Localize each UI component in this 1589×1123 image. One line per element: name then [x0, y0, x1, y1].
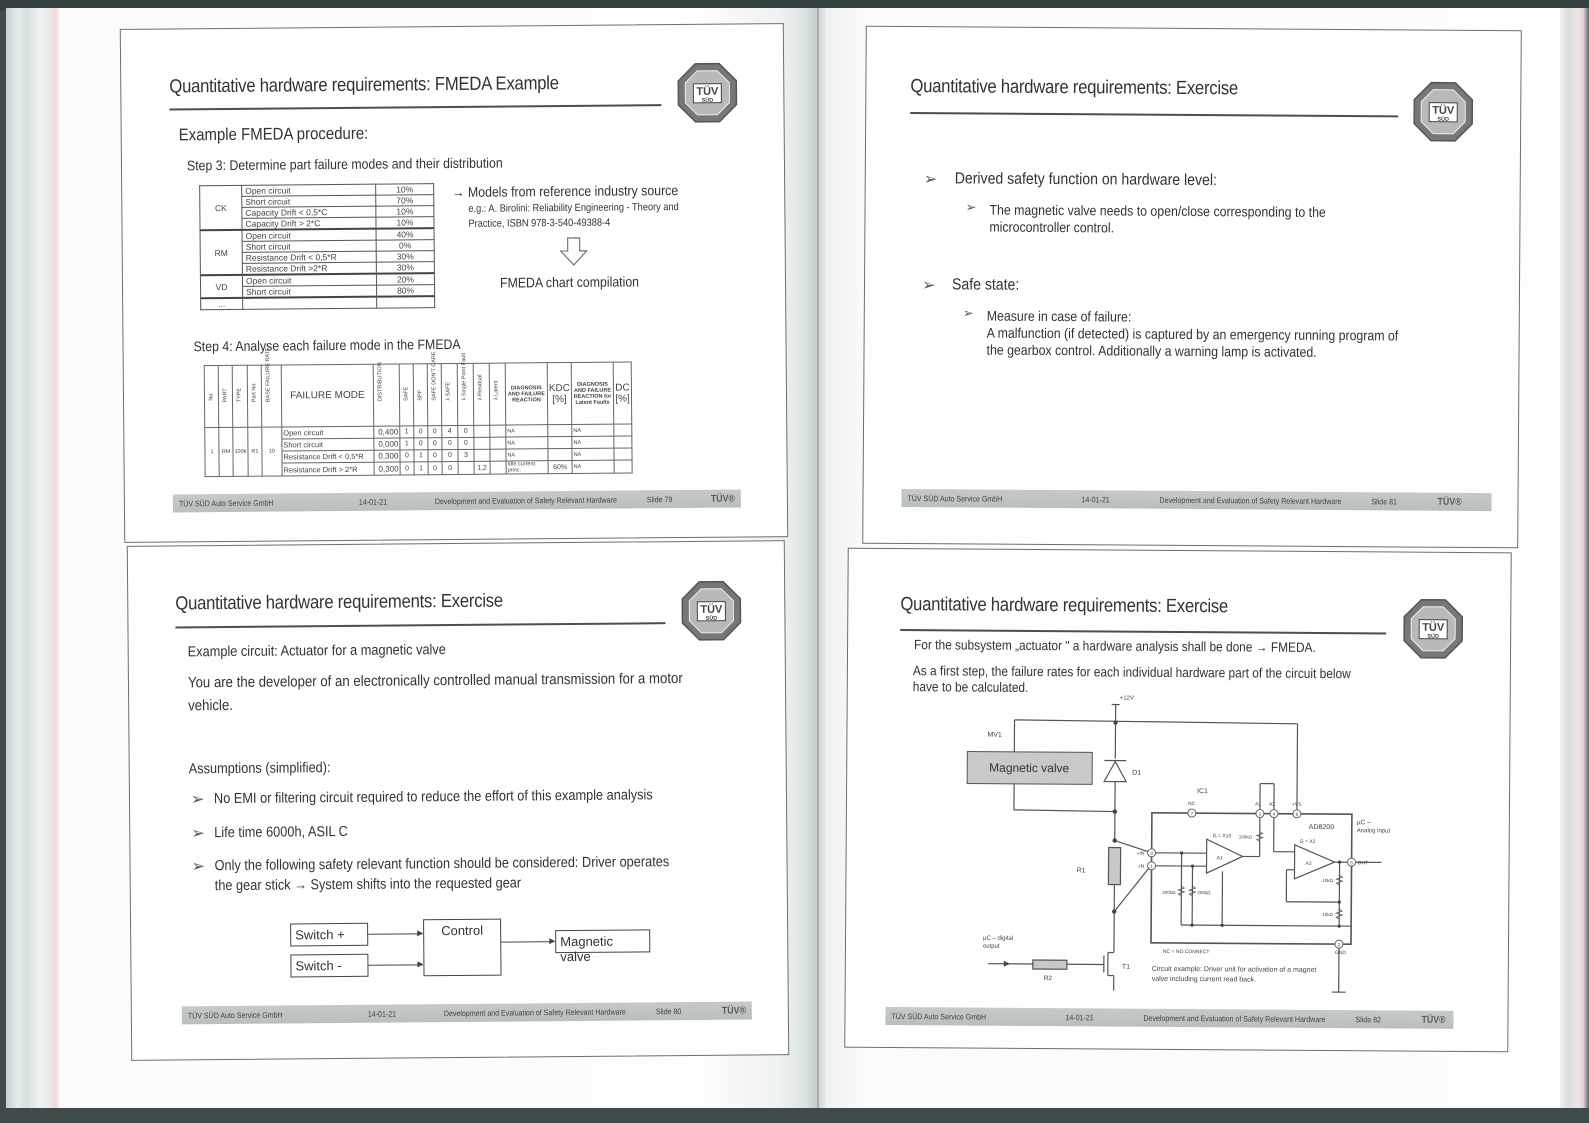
fmeda-cell	[474, 425, 490, 437]
svg-text:+12V: +12V	[1119, 695, 1134, 702]
svg-text:7: 7	[1190, 811, 1194, 817]
fmeda-cell	[614, 436, 632, 448]
footer-course: Development and Evaluation of Safety Relevant Hardware	[1159, 495, 1342, 506]
svg-text:NC = NO CONNECT: NC = NO CONNECT	[1162, 948, 1210, 956]
svg-text:D1: D1	[1132, 769, 1142, 777]
safety-function-detail-2: microcontroller control.	[989, 218, 1115, 236]
footer-date: 14-01-21	[1065, 1012, 1094, 1022]
svg-text:100kΩ: 100kΩ	[1238, 834, 1252, 840]
arrow-bullet-icon: ➢	[191, 858, 206, 876]
svg-text:200kΩ: 200kΩ	[1162, 889, 1176, 895]
footer-slide-number: Slide 82	[1355, 1014, 1381, 1024]
svg-text:Analog input: Analog input	[1356, 828, 1391, 835]
svg-text:NC: NC	[1187, 801, 1196, 808]
arrow-bullet-icon: ➢	[921, 277, 936, 295]
fmeda-cell: 0	[400, 450, 414, 462]
fmeda-cell: 3	[458, 449, 474, 461]
failure-mode-cell: Open circuit	[242, 274, 376, 287]
arrow-bullet-icon: ➢	[923, 171, 938, 189]
svg-text:R2: R2	[1043, 975, 1053, 983]
fmeda-cell: NA	[572, 436, 614, 448]
footer-tuv-mark: TÜV®	[710, 493, 736, 505]
fmeda-cell: NA	[506, 437, 548, 449]
slide-footer	[885, 1007, 1453, 1029]
fmeda-compilation-label: FMEDA chart compilation	[499, 273, 640, 291]
footer-course: Development and Evaluation of Safety Relevant Hardware	[434, 495, 617, 506]
book-page-edges-left	[6, 8, 66, 1108]
failure-mode-cell: Short circuit	[242, 240, 376, 252]
footer-company: TÜV SÜD Auto Service GmbH	[187, 1010, 283, 1020]
fmeda-cell	[548, 436, 572, 448]
footer-slide-number: Slide 80	[655, 1006, 682, 1016]
arrow-bullet-icon: ➢	[190, 791, 205, 809]
fmeda-cell: Idle current princ.	[506, 461, 548, 474]
distribution-cell	[377, 296, 435, 308]
svg-text:TÜV: TÜV	[1422, 621, 1445, 634]
svg-text:SÜD: SÜD	[1427, 633, 1439, 640]
svg-text:output: output	[982, 943, 1000, 950]
distribution-cell: 80%	[377, 285, 435, 297]
distribution-cell: 30%	[376, 251, 434, 263]
failure-mode-cell: Short circuit	[243, 285, 377, 298]
fmeda-cell: Short circuit	[282, 438, 374, 451]
svg-text:G = X2: G = X2	[1299, 838, 1316, 845]
distribution-cell: 10%	[376, 217, 434, 229]
safety-function-heading: Derived safety function on hardware level:	[954, 170, 1217, 190]
svg-text:IC1: IC1	[1197, 788, 1208, 796]
fmeda-cell: 0	[442, 437, 458, 449]
book-page-edges-right	[1560, 8, 1589, 1108]
first-step-text: As a first step, the failure rates for each individual hardware part of the circuit below	[912, 663, 1351, 682]
footer-company: TÜV SÜD Auto Service GmbH	[891, 1011, 987, 1022]
fmeda-cell	[474, 437, 490, 449]
svg-text:1: 1	[1150, 863, 1153, 869]
assumption-item: Only the following safety relevant function should be considered: Driver operates	[214, 854, 670, 875]
first-step-text-2: have to be calculated.	[912, 679, 1029, 695]
fmeda-cell: NA	[572, 460, 614, 473]
fmeda-group-cell: 10	[262, 427, 282, 476]
part-cell: ...	[201, 298, 243, 310]
procedure-subtitle: Example FMEDA procedure:	[178, 123, 369, 145]
svg-text:GND: GND	[1334, 950, 1347, 957]
slide-80	[127, 540, 789, 1061]
fmeda-cell	[490, 461, 506, 474]
table-row	[201, 296, 435, 310]
fmeda-cell: Resistance Drift < 0,5*R	[282, 450, 374, 463]
slide-title: Quantitative hardware requirements: Exercise	[910, 76, 1239, 100]
svg-text:-IN: -IN	[1137, 863, 1145, 870]
tuv-sud-logo	[1412, 81, 1474, 143]
footer-slide-number: Slide 81	[1371, 496, 1397, 506]
fmeda-cell	[614, 424, 632, 436]
switch-plus-block: Switch +	[290, 923, 368, 947]
safe-state-heading: Safe state:	[951, 276, 1020, 294]
arrow-switch-plus-to-control	[368, 933, 422, 934]
distribution-cell: 70%	[376, 195, 434, 207]
slide-title: Quantitative hardware requirements: Exercise	[900, 594, 1229, 618]
fmeda-cell: 0,400	[374, 426, 400, 438]
svg-text:AD8200: AD8200	[1308, 823, 1335, 832]
svg-text:8: 8	[1150, 850, 1153, 856]
failure-mode-cell: Capacity Drift < 0,5*C	[242, 206, 376, 218]
title-rule	[175, 622, 665, 628]
fmeda-cell: 0	[400, 462, 414, 475]
fmeda-cell: 0,300	[374, 450, 400, 462]
failure-mode-cell: Open circuit	[242, 229, 376, 242]
footer-company: TÜV SÜD Auto Service GmbH	[178, 498, 274, 508]
svg-text:10kΩ: 10kΩ	[1322, 912, 1333, 918]
fmeda-cell: 0	[428, 426, 442, 438]
fmeda-cell: 1	[414, 462, 428, 475]
svg-text:OUT: OUT	[1357, 860, 1369, 867]
svg-text:G = X10: G = X10	[1212, 833, 1232, 840]
control-block: Control	[423, 919, 501, 977]
fmeda-cell: 0	[442, 449, 458, 461]
book-gutter	[808, 8, 828, 1108]
fmeda-cell: 0,000	[374, 438, 400, 450]
tuv-sud-logo	[676, 62, 739, 125]
svg-text:Circuit example: Driver unit f: Circuit example: Driver unit for activation of a magnet	[1151, 965, 1317, 974]
step3-heading: Step 3: Determine part failure modes and their distribution	[186, 154, 503, 174]
slide-81	[862, 26, 1522, 549]
down-arrow-icon	[559, 237, 589, 267]
fmeda-cell: 0	[414, 438, 428, 450]
svg-text:µC –: µC –	[1356, 819, 1371, 827]
assumption-item: No EMI or filtering circuit required to reduce the effort of this example analysis	[213, 787, 653, 808]
arrow-bullet-icon: ➢	[965, 199, 977, 215]
tuv-sud-logo	[680, 580, 743, 643]
models-reference: e.g.: A. Birolini: Reliability Engineering - Theory and	[468, 201, 679, 215]
models-text: → Models from reference industry source	[452, 182, 679, 201]
title-rule	[910, 112, 1398, 117]
fmeda-cell: Open circuit	[282, 426, 374, 439]
fmeda-cell: 1	[400, 426, 414, 438]
intro-text: You are the developer of an electronically controlled manual transmission for a motor	[187, 670, 683, 692]
slide-title: Quantitative hardware requirements: FMEDA Example	[169, 73, 559, 98]
fmeda-cell: NA	[506, 425, 548, 437]
svg-text:3: 3	[1258, 811, 1262, 817]
svg-text:SÜD: SÜD	[705, 615, 718, 622]
footer-company: TÜV SÜD Auto Service GmbH	[907, 493, 1003, 504]
arrow-bullet-icon: ➢	[191, 825, 205, 843]
footer-date: 14-01-21	[1081, 494, 1110, 504]
part-cell: VD	[200, 275, 242, 298]
part-cell: CK	[200, 185, 242, 230]
fmeda-cell: 1	[414, 450, 428, 462]
slide-title: Quantitative hardware requirements: Exercise	[175, 590, 503, 615]
fmeda-cell: Resistance Drift > 2*R	[282, 462, 374, 476]
intro-text-2: vehicle.	[188, 696, 233, 715]
part-cell: RM	[200, 230, 242, 275]
slide-footer	[901, 489, 1491, 511]
fmeda-cell: 0	[428, 462, 442, 475]
fmeda-cell: 0	[458, 425, 474, 437]
fmeda-cell: 0	[428, 438, 442, 450]
slide-footer	[182, 1001, 752, 1024]
failure-mode-cell: Resistance Drift < 0,5*R	[242, 251, 376, 263]
failure-mode-cell: Resistance Drift >2*R	[242, 262, 376, 275]
failure-mode-cell	[243, 297, 377, 310]
fmeda-cell: 0	[414, 426, 428, 438]
svg-text:A1: A1	[1216, 855, 1223, 862]
fmeda-cell	[474, 449, 490, 461]
arrow-switch-minus-to-control	[368, 964, 422, 965]
distribution-cell: 10%	[376, 184, 434, 196]
footer-tuv-mark: TÜV®	[1437, 496, 1462, 508]
assumption-item: Life time 6000h, ASIL C	[214, 823, 348, 842]
fmeda-cell: NA	[572, 448, 614, 460]
fmeda-cell	[614, 448, 632, 460]
slide-82	[844, 548, 1511, 1053]
footer-slide-number: Slide 79	[646, 494, 673, 504]
footer-course: Development and Evaluation of Safety Relevant Hardware	[1143, 1013, 1326, 1024]
title-rule	[900, 629, 1386, 634]
step4-heading: Step 4: Analyse each failure mode in the FMEDA	[193, 335, 461, 355]
svg-text:R1: R1	[1076, 867, 1086, 875]
failure-distribution-table	[199, 183, 435, 310]
fmeda-group-cell: R1	[248, 427, 262, 476]
svg-text:A2: A2	[1305, 860, 1312, 867]
fmeda-cell: 0	[442, 461, 458, 474]
svg-text:4: 4	[1272, 811, 1276, 817]
svg-text:200kΩ: 200kΩ	[1197, 890, 1211, 896]
fmeda-group-cell: RM	[219, 427, 233, 476]
failure-mode-cell: Open circuit	[242, 184, 376, 196]
arrow-bullet-icon: ➢	[962, 305, 974, 321]
footer-date: 14-01-21	[367, 1009, 397, 1019]
fmeda-table: No PART TYPE Part No BASE FAILURE RATE FAILURE MODE DISTRIBUTION SAFE SPF SAFE DON'T CARE λ SAFE λ Single Point Fault λ Residual λ Latent DIAGNOSIS AND FAILURE REACTION KDC [%] DIAGNOSIS AND FAILURE REACTION for Latent Faults DC [%] 1 RM 100k R1 10 Open circuit 0,400 1 0 0 4 0 NA NA Short circuit 0,000 1 0 0 0 0 NA NA Resistance Drift < 0,5*R 0,300 0 1 0 0 3 NA NA Resistance Drift > 2*R 0,300 0 1 0 0 1,2 Idle current princ. 60% NA	[204, 361, 633, 477]
svg-text:T1: T1	[1121, 963, 1131, 971]
magnetic-valve-block: Magnetic valve	[555, 929, 650, 953]
models-reference-2: Practice, ISBN 978-3-540-49388-4	[468, 216, 611, 230]
svg-text:SÜD: SÜD	[1437, 116, 1450, 123]
fmeda-group-cell: 100k	[233, 427, 248, 476]
title-rule	[169, 104, 661, 110]
svg-text:+VS: +VS	[1291, 801, 1302, 808]
fmeda-cell: 1,2	[474, 461, 490, 474]
failure-mode-cell: Short circuit	[242, 195, 376, 207]
fmeda-cell: 0	[428, 450, 442, 462]
fmeda-cell: 4	[442, 425, 458, 437]
safe-state-description: A malfunction (if detected) is captured by an emergency running program of	[986, 324, 1399, 344]
safe-state-measure: Measure in case of failure:	[986, 307, 1132, 325]
fmeda-cell	[458, 461, 474, 474]
svg-text:10kΩ: 10kΩ	[1322, 878, 1334, 884]
svg-text:A2: A2	[1268, 801, 1276, 808]
svg-text:+IN: +IN	[1136, 850, 1145, 857]
distribution-cell: 10%	[376, 206, 434, 218]
assumption-item-cont: the gear stick → System shifts into the requested gear	[214, 875, 522, 895]
svg-text:valve including current read b: valve including current read back.	[1151, 975, 1257, 984]
fmeda-cell	[548, 424, 572, 436]
fmeda-cell: 0,300	[374, 462, 400, 475]
svg-text:TÜV: TÜV	[1432, 104, 1455, 117]
fmeda-cell: 1	[400, 438, 414, 450]
fmeda-cell: NA	[506, 449, 548, 461]
footer-date: 14-01-21	[358, 497, 388, 507]
fmeda-cell	[614, 460, 632, 473]
footer-tuv-mark: TÜV®	[721, 1004, 746, 1017]
fmeda-cell: NA	[572, 424, 614, 436]
assumptions-heading: Assumptions (simplified):	[188, 760, 331, 778]
svg-text:Magnetic valve: Magnetic valve	[989, 760, 1070, 776]
distribution-cell: 20%	[376, 273, 434, 285]
safe-state-description-2: the gearbox control. Additionally a warning lamp is activated.	[986, 341, 1317, 360]
svg-text:A1: A1	[1254, 801, 1262, 808]
fmeda-cell: 0	[458, 437, 474, 449]
svg-text:5: 5	[1350, 860, 1353, 866]
distribution-cell: 30%	[376, 262, 434, 274]
slide-footer	[173, 490, 741, 513]
fmeda-cell: 60%	[548, 460, 572, 473]
failure-mode-cell: Capacity Drift > 2*C	[242, 217, 376, 230]
fmeda-cell	[548, 448, 572, 460]
arrow-control-to-valve	[501, 941, 554, 942]
slide-79	[120, 23, 788, 543]
fmeda-cell	[490, 425, 506, 437]
distribution-cell: 40%	[376, 228, 434, 240]
fmeda-cell	[490, 437, 506, 449]
svg-text:6: 6	[1295, 811, 1299, 817]
example-circuit-heading: Example circuit: Actuator for a magnetic valve	[187, 642, 446, 661]
fmeda-group-cell: 1	[205, 428, 219, 477]
svg-text:MV1: MV1	[987, 731, 1002, 739]
tuv-sud-logo	[1402, 598, 1464, 660]
svg-text:TÜV: TÜV	[696, 85, 719, 98]
svg-text:TÜV: TÜV	[700, 603, 723, 616]
footer-tuv-mark: TÜV®	[1421, 1014, 1446, 1026]
distribution-cell: 0%	[376, 240, 434, 252]
safety-function-detail: The magnetic valve needs to open/close corresponding to the	[989, 201, 1326, 220]
circuit-diagram	[956, 689, 1398, 1002]
footer-course: Development and Evaluation of Safety Relevant Hardware	[443, 1007, 626, 1018]
svg-text:µC – digital: µC – digital	[983, 935, 1014, 942]
subsystem-statement: For the subsystem „actuator " a hardware analysis shall be done → FMEDA.	[914, 637, 1316, 655]
switch-minus-block: Switch -	[290, 954, 368, 978]
fmeda-cell	[490, 449, 506, 461]
svg-text:2: 2	[1337, 942, 1341, 948]
svg-text:SÜD: SÜD	[701, 97, 714, 104]
